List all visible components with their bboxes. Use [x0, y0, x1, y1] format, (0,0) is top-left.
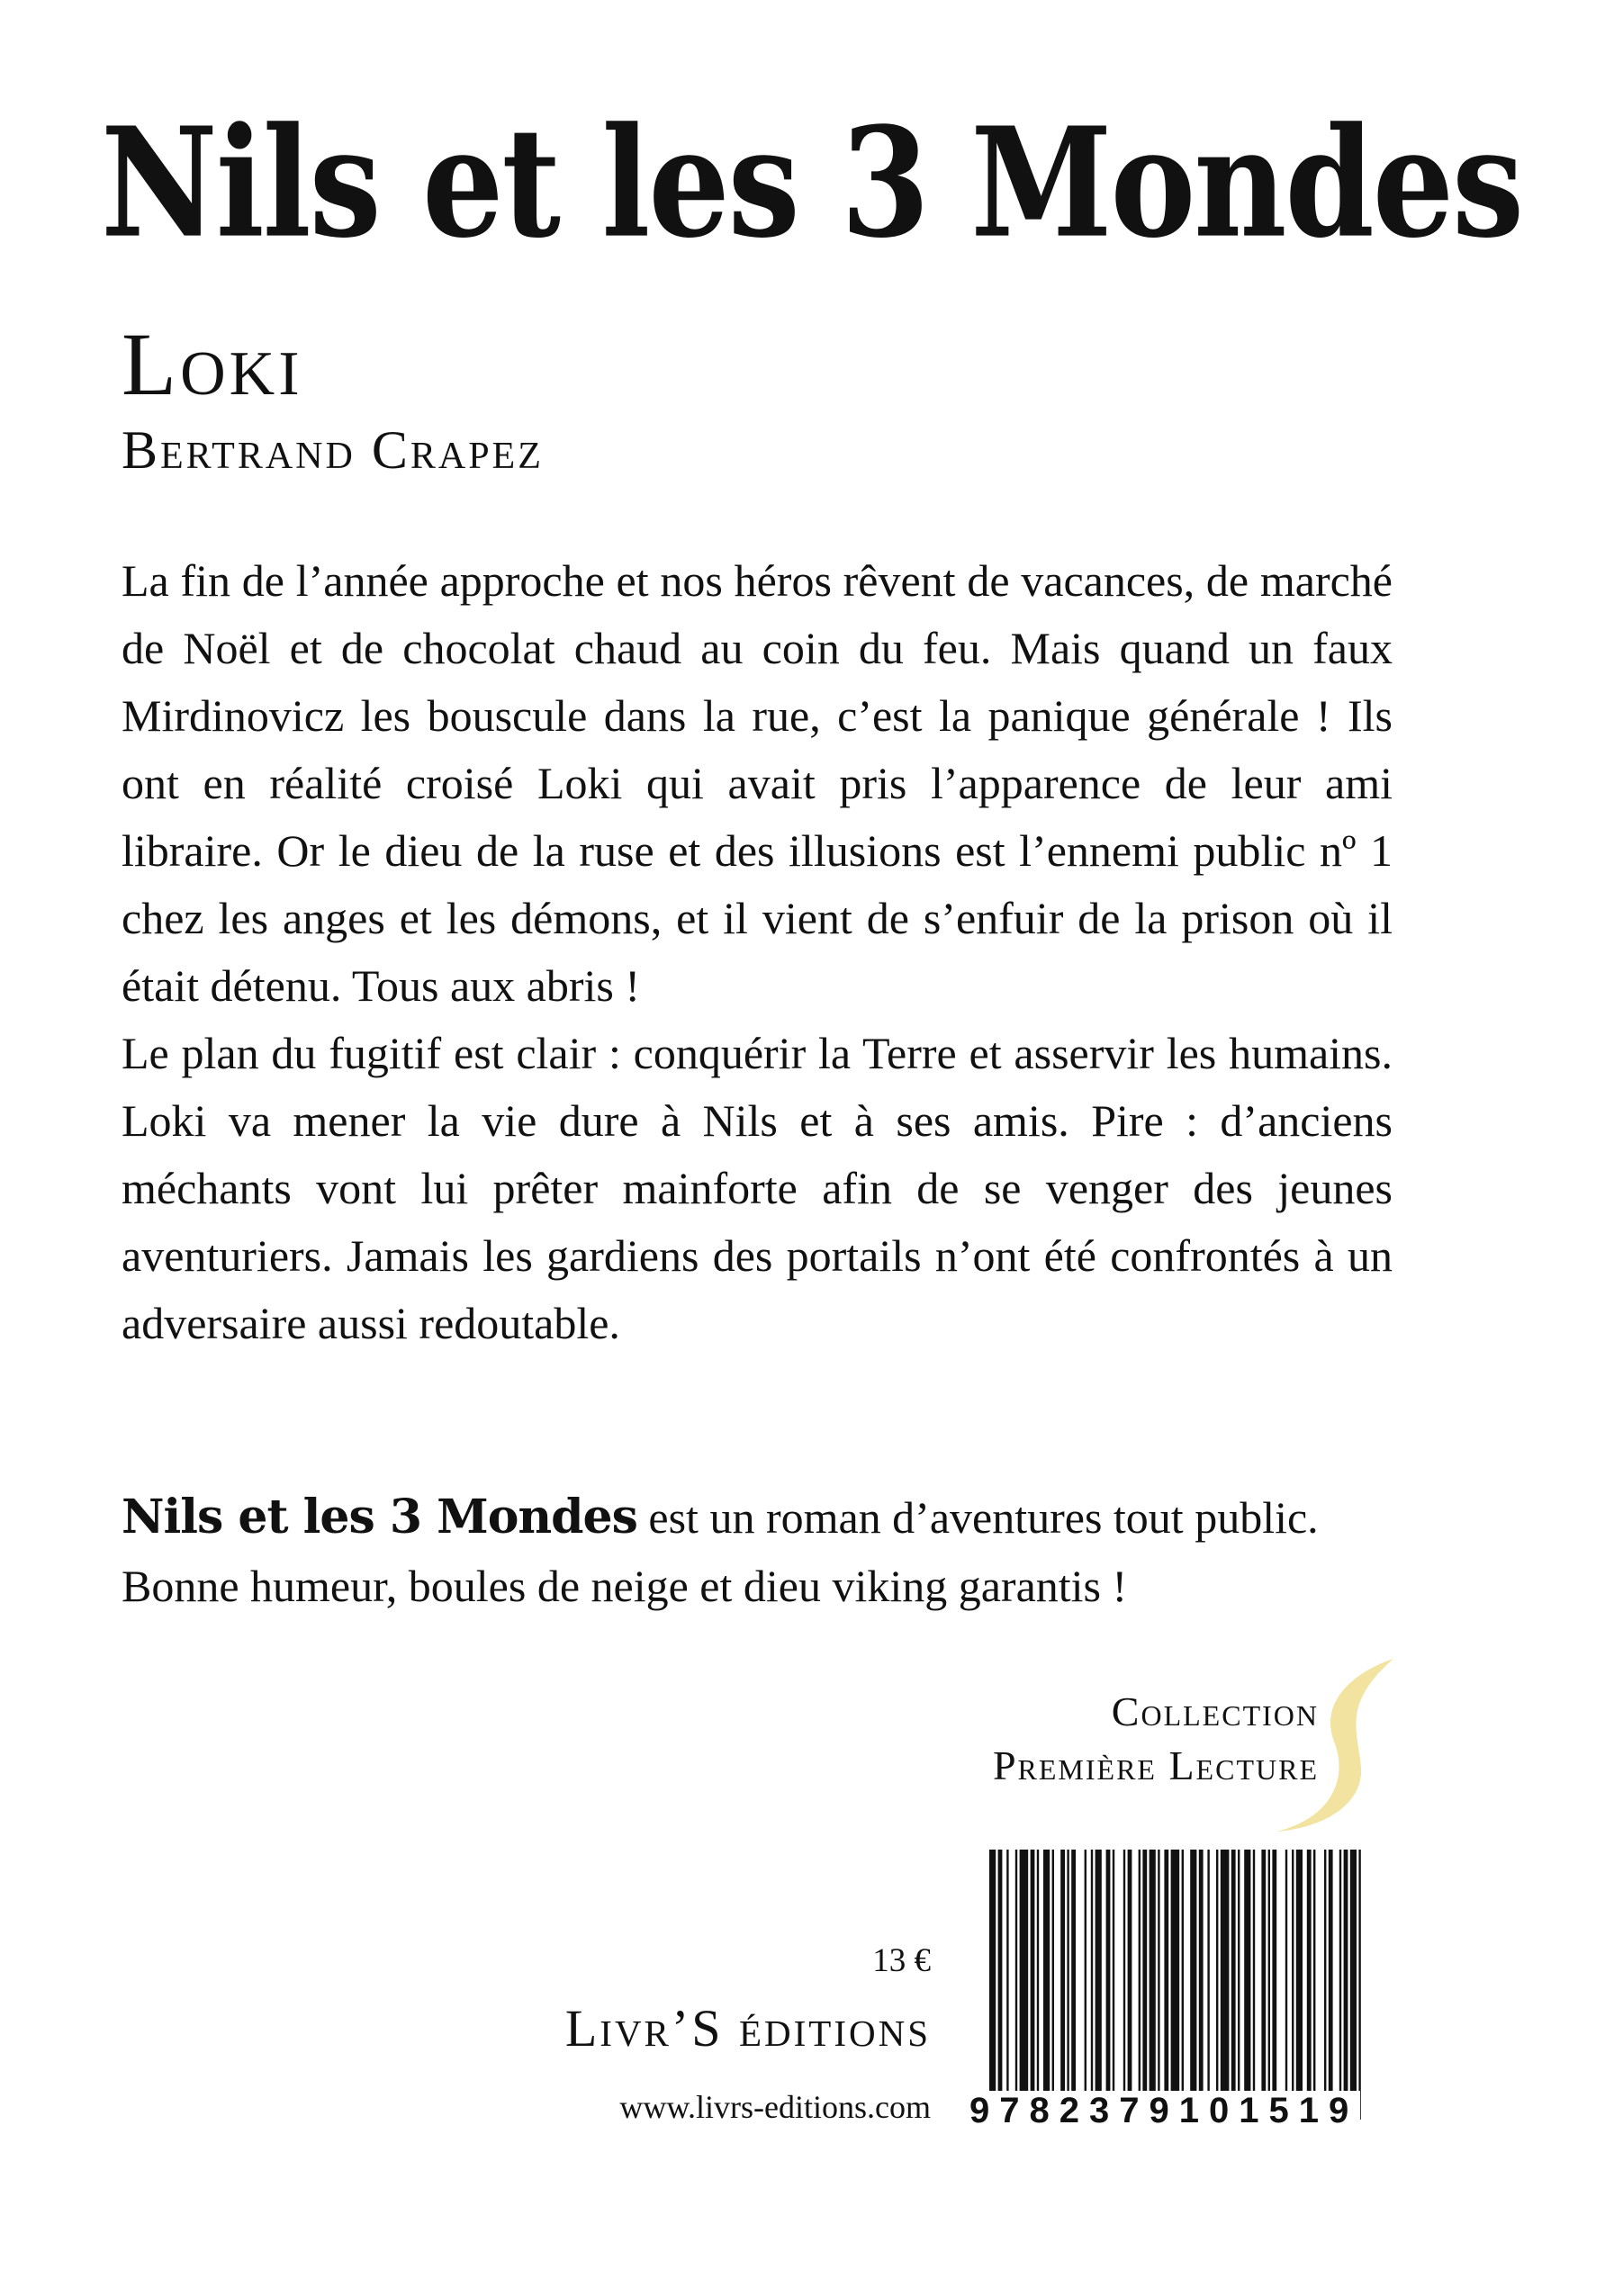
collection-line-1: Collection: [1111, 1688, 1319, 1734]
barcode-bar: [1015, 1850, 1017, 2120]
barcode-bar: [1020, 1850, 1029, 2120]
barcode-bar: [1096, 1850, 1102, 2120]
barcode-bar: [1043, 1850, 1050, 2120]
publisher-website: www.livrs-editions.com: [619, 2089, 931, 2125]
barcode-bar: [1344, 1850, 1348, 2120]
barcode-bar: [1339, 1850, 1341, 2120]
barcode-bar: [1006, 1850, 1008, 2120]
barcode-bar: [1296, 1850, 1303, 2120]
barcode-bar: [998, 1850, 1003, 2120]
collection-label: [993, 1685, 1319, 1793]
barcode-bar: [1052, 1850, 1054, 2120]
barcode-bar: [1244, 1850, 1250, 2120]
tagline: [122, 1483, 1436, 1620]
barcode-bar: [1150, 1850, 1156, 2120]
barcode-bar: [1307, 1850, 1312, 2120]
barcode-bar: [1171, 1850, 1180, 2120]
barcode-bar: [1324, 1850, 1326, 2120]
barcode-bar: [1358, 1850, 1360, 2120]
barcode-bar: [1037, 1850, 1039, 2120]
barcode-bar: [1085, 1850, 1087, 2120]
barcode-bar: [1164, 1850, 1168, 2120]
barcode-bar: [1207, 1850, 1209, 2120]
barcode-bar: [1231, 1850, 1236, 2120]
barcode-bar: [1182, 1850, 1184, 2120]
tagline-line-2: Bonne humeur, boules de neige et dieu viking garantis !: [122, 1561, 1128, 1611]
barcode-bar: [1060, 1850, 1065, 2120]
barcode-bar: [1329, 1850, 1333, 2120]
barcode-bar: [1221, 1850, 1230, 2120]
barcode-bar: [1199, 1850, 1204, 2120]
barcode-digits-text: 9782379101519: [969, 2091, 1359, 2130]
summary-text: [122, 547, 1393, 1357]
barcode-bar: [1216, 1850, 1218, 2120]
author-name: Bertrand Crapez: [122, 420, 544, 480]
barcode-bar: [1268, 1850, 1270, 2120]
collection-line-2: Première Lecture: [992, 1742, 1319, 1788]
barcode-bar: [1071, 1850, 1076, 2120]
price: 13 €: [872, 1942, 931, 1979]
barcode-bar: [1067, 1850, 1068, 2120]
publisher-name: Livr’S éditions: [564, 1999, 931, 2057]
barcode-bar: [1123, 1850, 1125, 2120]
barcode-bar: [1190, 1850, 1196, 2120]
tagline-line-1-text: est un roman d’aventures tout public.: [636, 1492, 1319, 1543]
barcode-number: [968, 2090, 1382, 2131]
tagline-line-1: [122, 1483, 1436, 1552]
barcode-bar: [1031, 1850, 1035, 2120]
barcode-bar: [1158, 1850, 1159, 2120]
barcode-bar: [1091, 1850, 1093, 2120]
barcode-bar: [989, 1850, 996, 2120]
barcode-bar: [1261, 1850, 1266, 2120]
summary-paragraph: Le plan du fugitif est clair : conquérir la Terre et asservir les humains. Loki va mener la vie dure à Nils et à ses amis. Pire : d’anciens méchants vont lui prêter mainforte afin de se venger des jeunes aventuriers. Jamais les gardiens des portails n’ont été confrontés à un adversaire aussi redoutable.: [122, 1028, 1393, 1348]
barcode-bar: [1285, 1850, 1287, 2120]
barcode-bar: [1142, 1850, 1147, 2120]
barcode-bar: [1113, 1850, 1114, 2120]
barcode-bar: [1106, 1850, 1111, 2120]
barcode-bar: [1253, 1850, 1255, 2120]
summary-paragraph: La fin de l’année approche et nos héros rêvent de vacances, de marché de Noël et de chocolat chaud au coin du feu. Mais quand un faux Mirdinovicz les bouscule dans la rue, c’est la panique générale ! Ils ont en réalité croisé Loki qui avait pris l’apparence de leur ami libraire. Or le dieu de la ruse et des illusions est l’ennemi public nº 1 chez les anges et les démons, et il vient de s’enfuir de la prison où il était détenu. Tous aux abris !: [122, 555, 1393, 1011]
barcode-bar: [1139, 1850, 1141, 2120]
tagline-series-name: Nils et les 3 Mondes: [122, 1490, 637, 1544]
barcode-bar: [1238, 1850, 1240, 2120]
barcode-bar: [1292, 1850, 1294, 2120]
volume-title: Loki: [122, 314, 303, 414]
barcode-bar: [1128, 1850, 1132, 2120]
barcode-bar: [1350, 1850, 1357, 2120]
barcode-bar: [1272, 1850, 1276, 2120]
series-title: Nils et les 3 Mondes: [101, 95, 1523, 272]
barcode-bar: [1313, 1850, 1315, 2120]
